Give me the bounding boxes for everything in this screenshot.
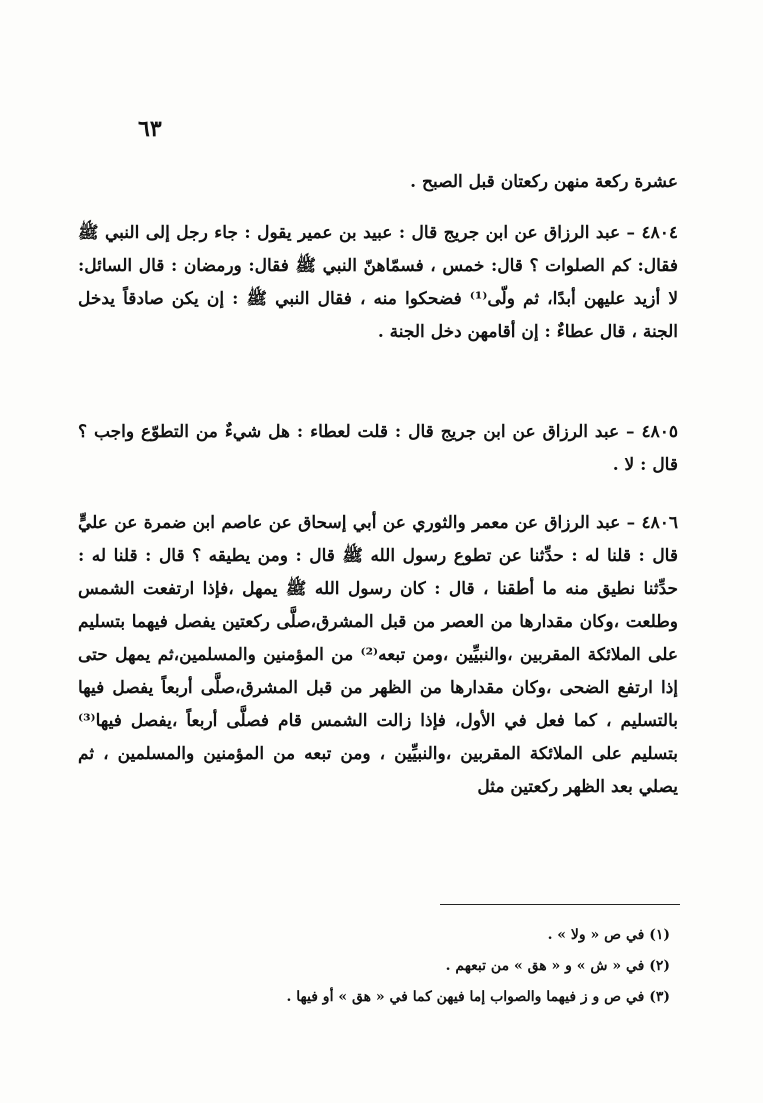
hadith-4805 (78, 416, 678, 482)
paragraph-text: ٤٨٠٤ – عبد الرزاق عن ابن جريج قال : عبيد بن عمير يقول : جاء رجل إلى النبي ﷺ فقال: كم الصلوات ؟ قال: خمس ، فسمّاهنّ النبي ﷺ فقال: ورمضان : قال السائل: لا أزيد عليهن أبدًا، ثم ولّى⁽¹⁾ فضحكوا منه ، فقال النبي ﷺ : إن يكن صادقاً يدخل الجنة ، قال عطاءٌ : إن أقامهن دخل الجنة . (78, 223, 679, 342)
footnote-3: (٣) في ص و ز فيهما والصواب إما فيهن كما في « هق » أو فيها . (286, 989, 670, 1005)
paragraph-text: عشرة ركعة منهن ركعتان قبل الصبح . (410, 172, 678, 192)
paragraph-text: ٤٨٠٥ – عبد الرزاق عن ابن جريج قال : قلت لعطاء : هل شيءٌ من التطوّع واجب ؟ قال : لا . (78, 422, 678, 475)
hadith-4804 (78, 217, 678, 349)
footnote-2: (٢) في « ش » و « هق » من تبعهم . (445, 958, 670, 974)
footnote-1: (١) في ص « ولا » . (547, 927, 670, 943)
hadith-4806 (78, 507, 678, 804)
page-number: ٦٣ (138, 116, 162, 142)
footnotes (200, 920, 670, 1013)
footnote-divider (440, 904, 680, 905)
paragraph-continuation (78, 166, 678, 199)
paragraph-text: ٤٨٠٦ – عبد الرزاق عن معمر والثوري عن أبي إسحاق عن عاصم ابن ضمرة عن عليٍّ قال : قلنا له : حدِّثنا عن تطوع رسول الله ﷺ قال : ومن يطيقه ؟ قال : قلنا له : حدِّثنا نطيق منه ما أطقنا ، قال : كان رسول الله ﷺ يمهل ،فإذا ارتفعت الشمس وطلعت ،وكان مقدارها من العصر من قبل المشرق،صلَّى ركعتين يفصل فيهما بتسليم على الملائكة المقربين ،والنبيِّين ،ومن تبعه⁽²⁾ من المؤمنين والمسلمين،ثم يمهل حتى إذا ارتفع الضحى ،وكان مقدارها من الظهر من قبل المشرق،صلَّى أربعاً يفصل فيها بالتسليم ، كما فعل في الأول، فإذا زالت الشمس قام فصلَّى أربعاً ،يفصل فيها⁽³⁾ بتسليم على الملائكة المقربين ،والنبيِّين ، ومن تبعه من المؤمنين والمسلمين ، ثم يصلي بعد الظهر ركعتين مثل (78, 513, 679, 797)
